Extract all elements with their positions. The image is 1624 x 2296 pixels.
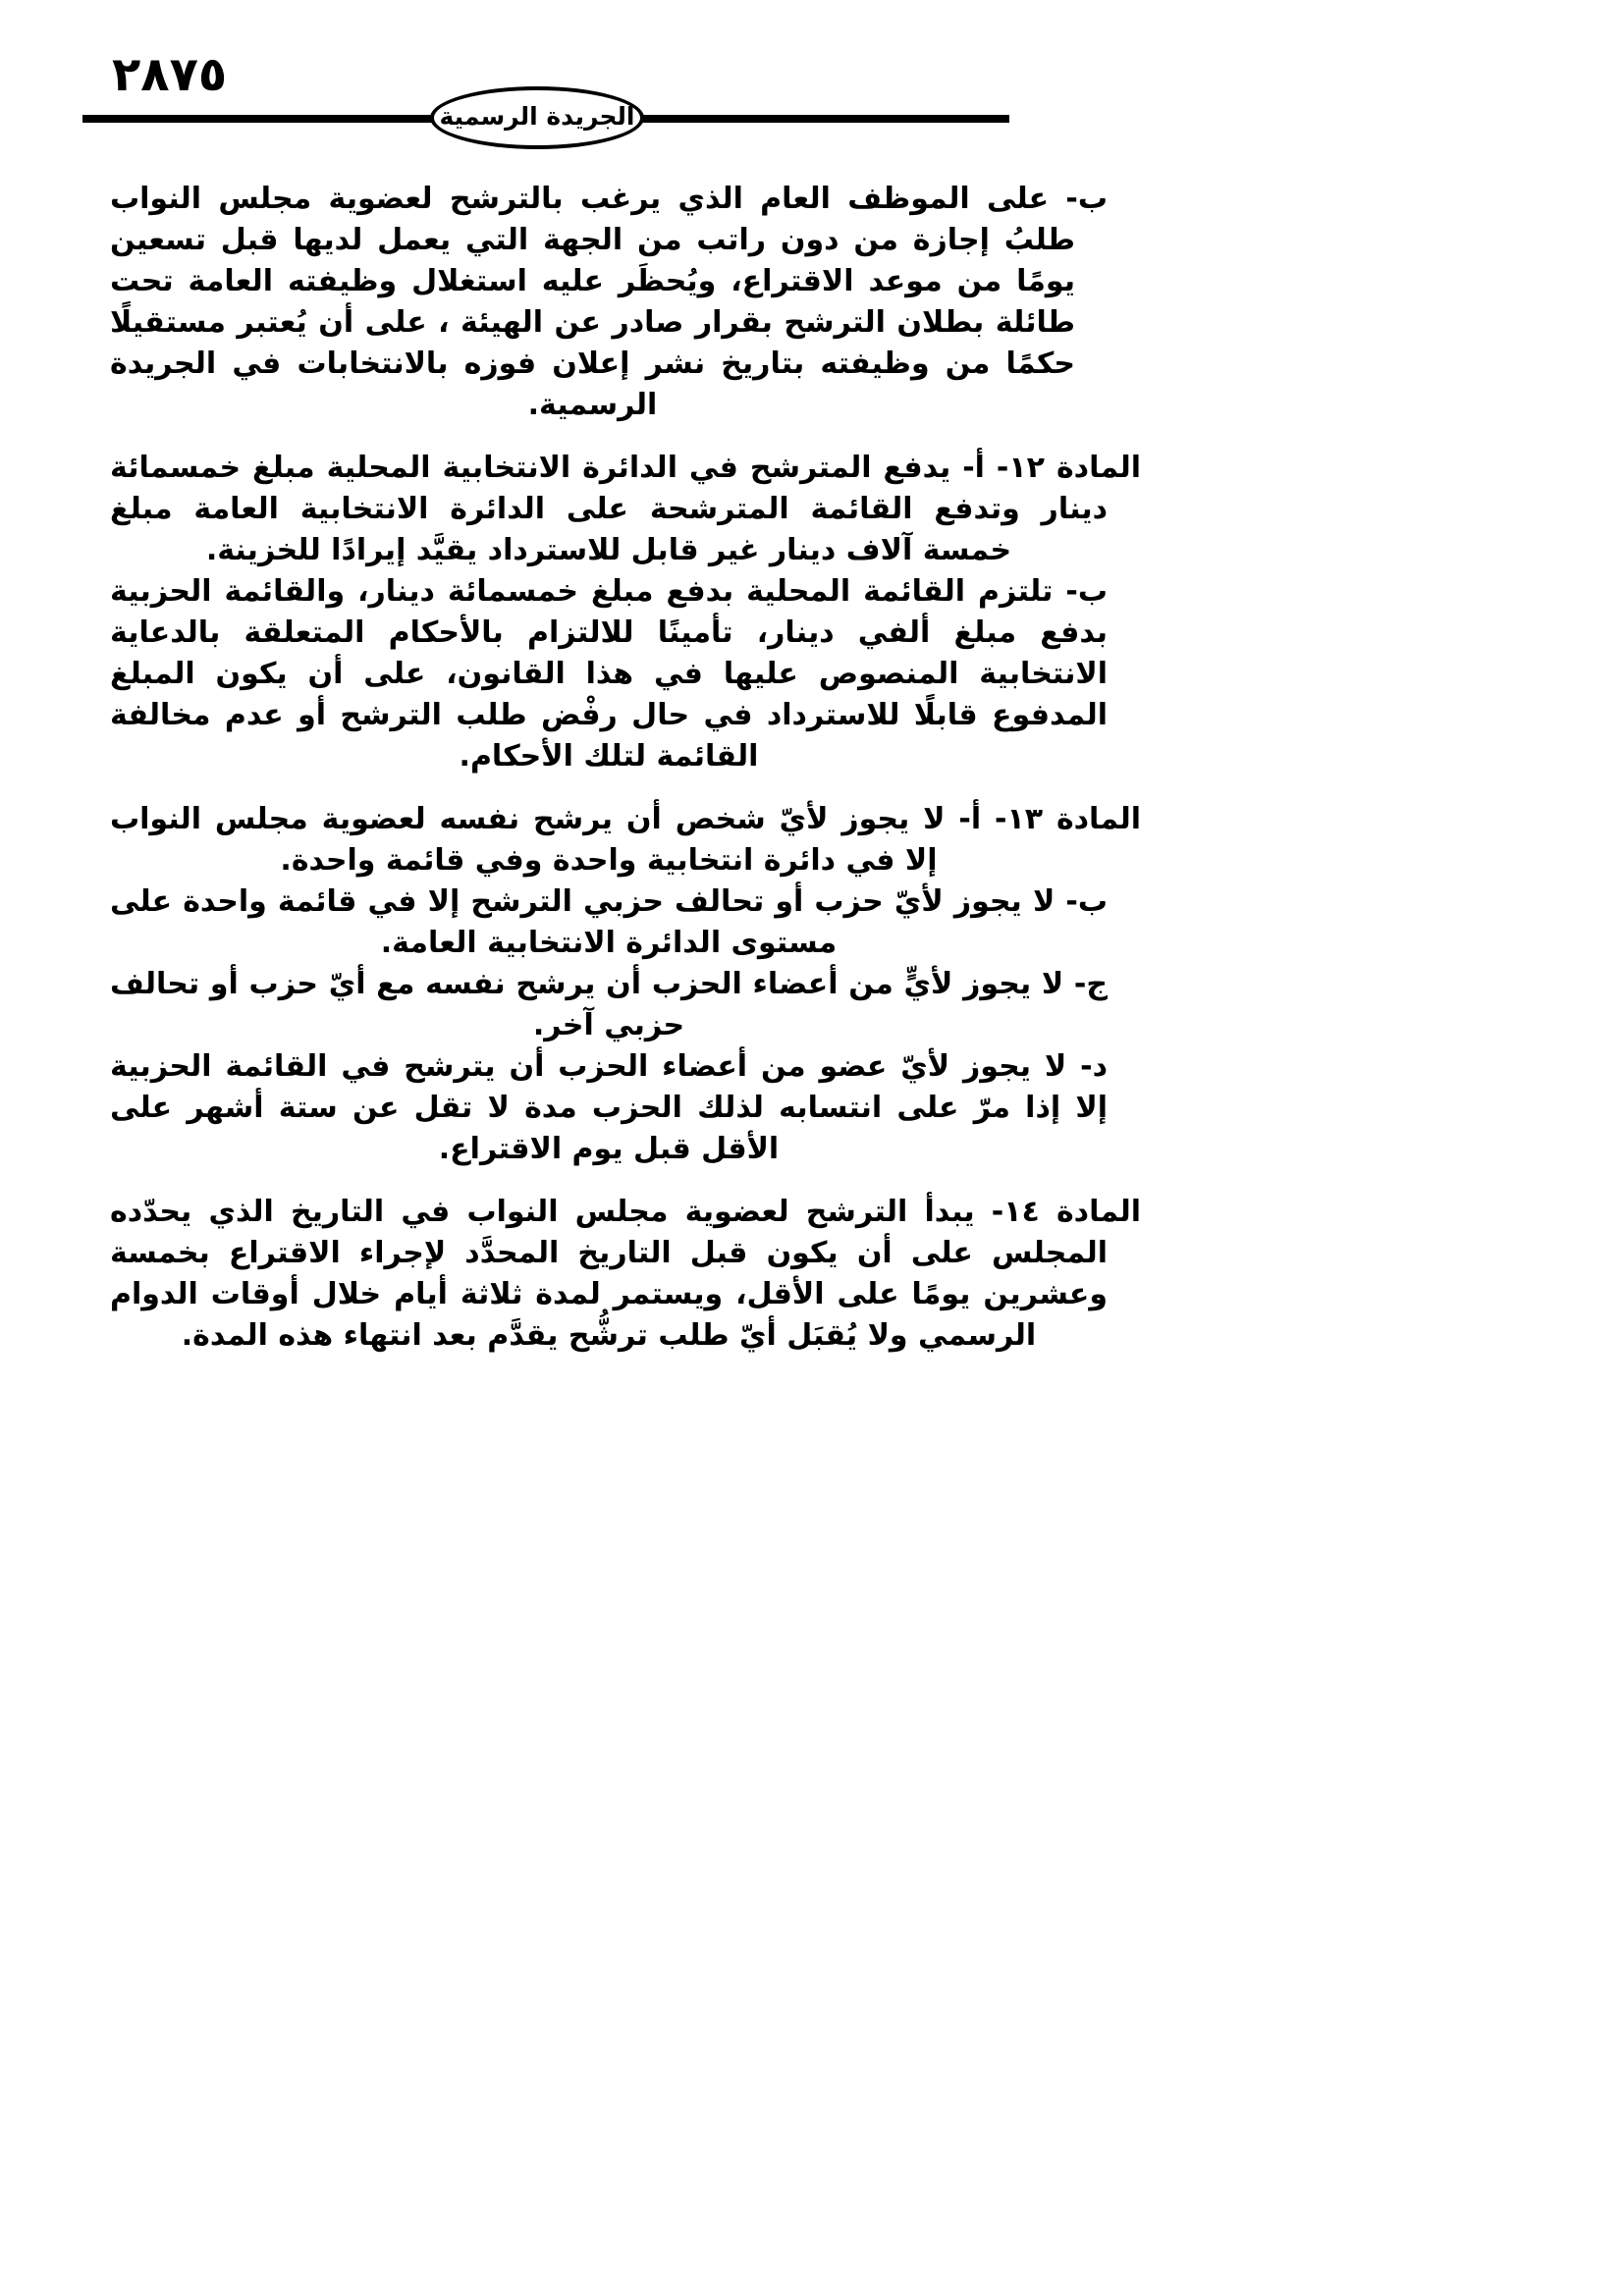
paragraph-article-13-a: المادة ١٣- أ- لا يجوز لأيّ شخص أن يرشح نفسه لعضوية مجلس النواب إلا في دائرة انتخابية واحدة وفي قائمة واحدة.: [110, 802, 1141, 878]
paragraph-article-13-d: د- لا يجوز لأيّ عضو من أعضاء الحزب أن يترشح في القائمة الحزبية إلا إذا مرّ على انتسابه لذلك الحزب مدة لا تقل عن ستة أشهر على الأقل قبل يوم الاقتراع.: [110, 1049, 1108, 1166]
gazette-badge-label: الجريدة الرسمية: [439, 102, 635, 131]
paragraph-clause-b: ب- على الموظف العام الذي يرغب بالترشح لعضوية مجلس النواب طلبُ إجازة من دون راتب من الجهة التي يعمل لديها قبل تسعين يومًا من موعد الاقتراع، ويُحظَر عليه استغلال وظيفته العامة تحت طائلة بطلان الترشح بقرار صادر عن الهيئة ، على أن يُعتبر مستقيلًا حكمًا من وظيفته بتاريخ نشر إعلان فوزه بالانتخابات في الجريدة الرسمية.: [110, 182, 1108, 422]
paragraph-article-13-c: ج- لا يجوز لأيٍّ من أعضاء الحزب أن يرشح نفسه مع أيّ حزب أو تحالف حزبي آخر.: [110, 967, 1108, 1042]
document-body: [110, 179, 1141, 1357]
paragraph-article-12-a: المادة ١٢- أ- يدفع المترشح في الدائرة الانتخابية المحلية مبلغ خمسمائة دينار وتدفع القائمة المترشحة على الدائرة الانتخابية العامة مبلغ خمسة آلاف دينار غير قابل للاسترداد يقيَّد إيرادًا للخزينة.: [110, 451, 1141, 567]
paragraph-article-13-b: ب- لا يجوز لأيّ حزب أو تحالف حزبي الترشح إلا في قائمة واحدة على مستوى الدائرة الانتخابية العامة.: [110, 884, 1108, 960]
gazette-badge: [430, 86, 644, 149]
paragraph-article-14: المادة ١٤- يبدأ الترشح لعضوية مجلس النواب في التاريخ الذي يحدّده المجلس على أن يكون قبل التاريخ المحدَّد لإجراء الاقتراع بخمسة وعشرين يومًا على الأقل، ويستمر لمدة ثلاثة أيام خلال أوقات الدوام الرسمي ولا يُقبَل أيّ طلب ترشُّح يقدَّم بعد انتهاء هذه المدة.: [110, 1195, 1141, 1353]
page-number: ٢٨٧٥: [112, 47, 228, 102]
paragraph-article-12-b: ب- تلتزم القائمة المحلية بدفع مبلغ خمسمائة دينار، والقائمة الحزبية بدفع مبلغ ألفي دينار، تأمينًا للالتزام بالأحكام المتعلقة بالدعاية الانتخابية المنصوص عليها في هذا القانون، على أن يكون المبلغ المدفوع قابلًا للاسترداد في حال رفْض طلب الترشح أو عدم مخالفة القائمة لتلك الأحكام.: [110, 574, 1108, 774]
